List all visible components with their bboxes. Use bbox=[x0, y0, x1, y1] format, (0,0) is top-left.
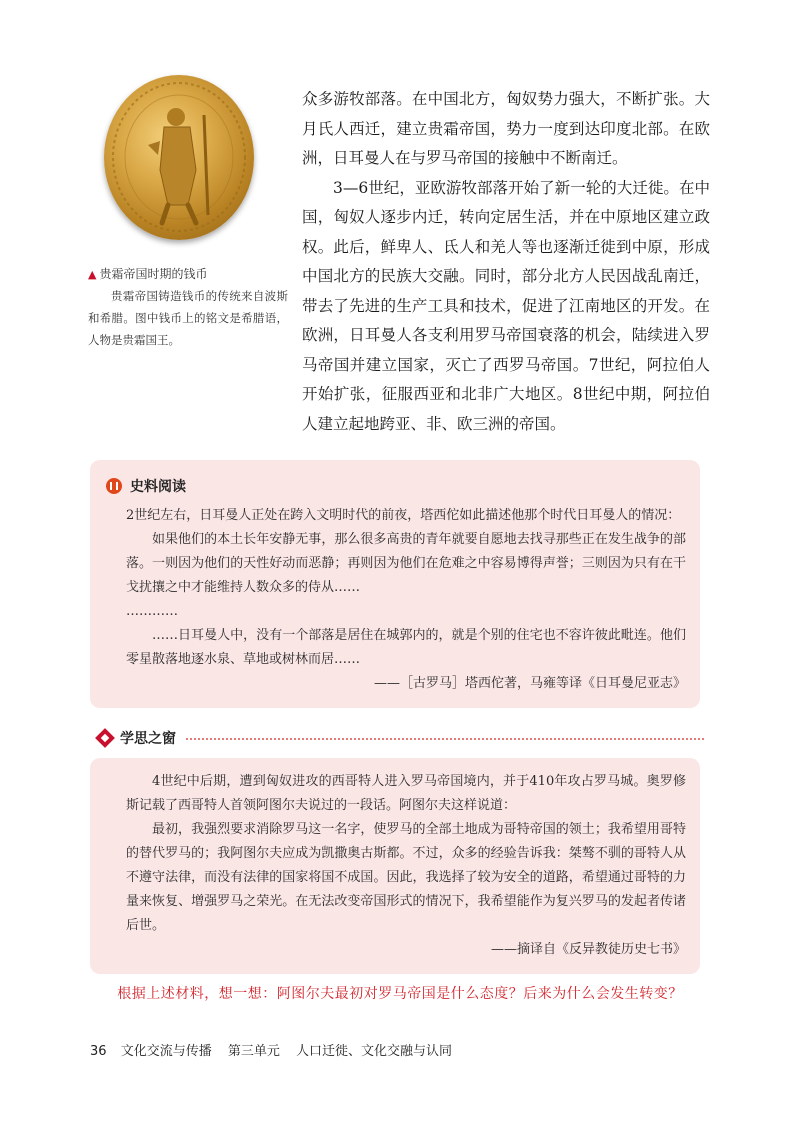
thinking-window-header bbox=[96, 728, 704, 748]
caption-title-text: 贵霜帝国时期的钱币 bbox=[99, 267, 208, 281]
unit-label: 第三单元 bbox=[227, 1044, 280, 1059]
figure-caption-body: 贵霜帝国铸造钱币的传统来自波斯和希腊。图中钱币上的铭文是希腊语，人物是贵霜国王。 bbox=[88, 289, 288, 347]
page-footer bbox=[90, 1040, 452, 1059]
reading-box-content bbox=[126, 504, 686, 696]
reading-quote-1: 如果他们的本土长年安静无事，那么很多高贵的青年就要自愿地去找寻那些正在发生战争的部落。一则因为他们的天性好动而恶静；再则因为他们在危难之中容易博得声誉；三则因为只有在干戈扰攘之中才能维持人数众多的侍从…… bbox=[126, 532, 686, 595]
reading-box-header bbox=[106, 476, 186, 496]
thinking-source: ——摘译自《反异教徒历史七书》 bbox=[490, 942, 686, 957]
book-icon bbox=[106, 478, 122, 494]
thinking-intro: 4世纪中后期，遭到匈奴进攻的西哥特人进入罗马帝国境内，并于410年攻占罗马城。奥罗修斯记载了西哥特人首领阿图尔夫说过的一段话。阿图尔夫这样说道： bbox=[126, 774, 686, 813]
reading-quote-2: ……日耳曼人中，没有一个部落是居住在城郭内的，就是个别的住宅也不容许彼此毗连。他们零星散落地逐水泉、草地或树林而居…… bbox=[126, 628, 686, 667]
unit-title: 人口迁徙、文化交融与认同 bbox=[296, 1044, 453, 1059]
thinking-quote: 最初，我强烈要求消除罗马这一名字，使罗马的全部土地成为哥特帝国的领土；我希望用哥特的替代罗马的；我阿图尔夫应成为凯撒奥古斯都。不过，众多的经验告诉我：桀骜不驯的哥特人从不遵守法律，而没有法律的国家将国不成国。因此，我选择了较为安全的道路，希望通过哥特的力量来恢复、增强罗马之荣光。在无法改变帝国形式的情况下，我希望能作为复兴罗马的发起者传诸后世。 bbox=[126, 822, 686, 933]
discussion-question: 根据上述材料，想一想：阿图尔夫最初对罗马帝国是什么态度？后来为什么会发生转变？ bbox=[117, 986, 683, 1002]
thinking-window-box bbox=[90, 758, 700, 974]
figure-caption-title bbox=[88, 265, 207, 282]
dotted-divider bbox=[186, 738, 704, 740]
book-title: 文化交流与传播 bbox=[120, 1044, 212, 1059]
reading-source: ——［古罗马］塔西佗著，马雍等译《日耳曼尼亚志》 bbox=[373, 676, 686, 691]
reading-box-title: 史料阅读 bbox=[130, 479, 186, 495]
diamond-icon bbox=[95, 728, 115, 748]
page-number: 36 bbox=[90, 1044, 107, 1059]
triangle-marker-icon: ▲ bbox=[88, 268, 97, 281]
historical-reading-box bbox=[90, 460, 700, 708]
body-paragraph-1: 众多游牧部落。在中国北方，匈奴势力强大，不断扩张。大月氏人西迁，建立贵霜帝国，势力一度到达印度北部。在欧洲，日耳曼人在与罗马帝国的接触中不断南迁。 bbox=[302, 90, 710, 167]
kushan-coin-image bbox=[104, 75, 254, 240]
main-body-text bbox=[302, 85, 710, 439]
thinking-window-title: 学思之窗 bbox=[120, 731, 176, 747]
reading-intro: 2世纪左右，日耳曼人正处在跨入文明时代的前夜，塔西佗如此描述他那个时代日耳曼人的情况： bbox=[126, 508, 681, 523]
reading-ellipsis: ………… bbox=[126, 604, 178, 619]
thinking-box-content bbox=[126, 770, 686, 962]
body-paragraph-2: 3—6世纪，亚欧游牧部落开始了新一轮的大迁徙。在中国，匈奴人逐步内迁，转向定居生活，并在中原地区建立政权。此后，鲜卑人、氐人和羌人等也逐渐迁徙到中原，形成中国北方的民族大交融。同时，部分北方人民因战乱南迁，带去了先进的生产工具和技术，促进了江南地区的开发。在欧洲，日耳曼人各支利用罗马帝国衰落的机会，陆续进入罗马帝国并建立国家，灭亡了西罗马帝国。7世纪，阿拉伯人开始扩张，征服西亚和北非广大地区。8世纪中期，阿拉伯人建立起地跨亚、非、欧三洲的帝国。 bbox=[302, 178, 710, 433]
